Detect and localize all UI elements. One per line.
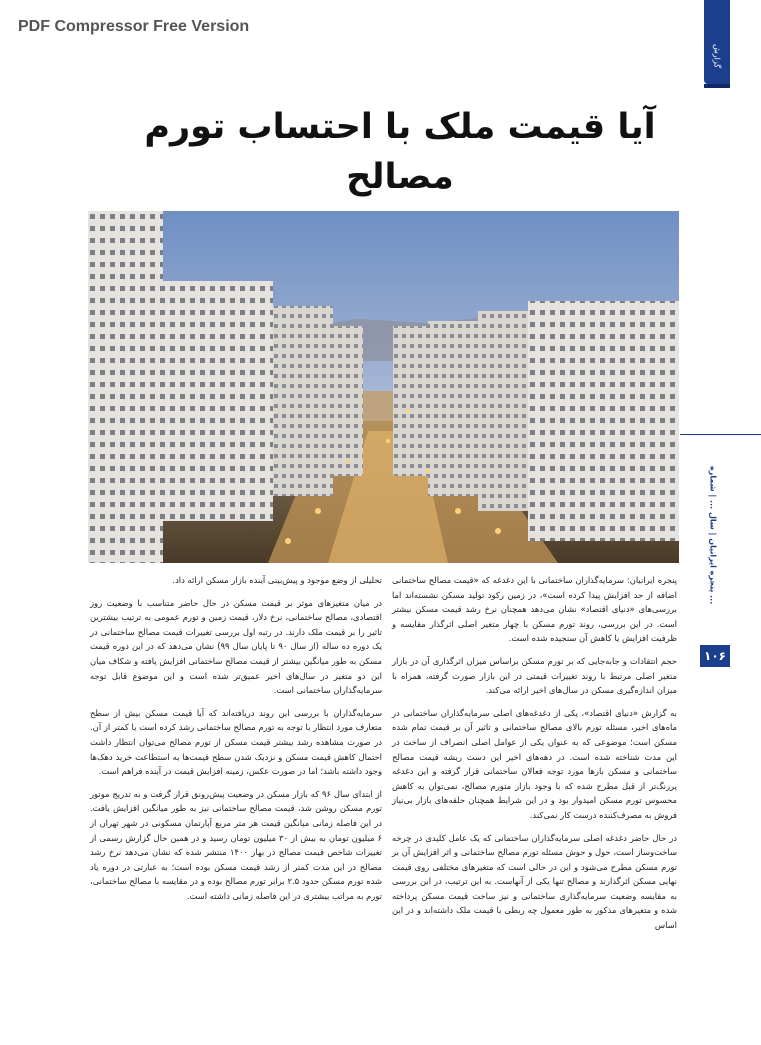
page-number: ۱۰۶ — [700, 645, 730, 667]
article-column-left — [90, 573, 382, 911]
paragraph: تحلیلی از وضع موجود و پیش‌بینی آینده بازار مسکن ارائه داد. — [172, 575, 382, 585]
section-tab-bar — [704, 84, 730, 88]
magazine-issue-label: پنجره ایرانیان | سال ... | شماره ... — [708, 465, 718, 605]
side-divider — [680, 434, 761, 435]
headline-line-1: آیا قیمت ملک با احتساب تورم مصالح — [144, 107, 656, 197]
apartment-complex-dusk-photo — [88, 211, 679, 563]
paragraph: حجم انتقادات و جابه‌جایی که بر تورم مسکن براساس میزان اثرگذاری آن در بازار متغیر اصلی مرتبط با روند تغییرات قیمتی در این بازار صورت گرفته، همراه با میزان اندازه‌گیری مسکن در سال‌های اخیر ارائه می‌کند. — [392, 655, 677, 696]
article-column-right — [392, 573, 677, 941]
paragraph: در میان متغیرهای موثر بر قیمت مسکن در حال حاضر متناسب با وضعیت روز اقتصادی، مصالح ساختمانی، نرخ دلار، قیمت زمین و تورم عمومی به ترتیب بیشترین تاثیر را بر قیمت ملک دارند. در رتبه اول بررسی تغییرات قیمت مصالح ساختمانی در یک دوره ده ساله (از سال ۹۰ تا پایان سال ۹۹) نشان می‌دهد که در این دوره قیمت مسکن به طور میانگین بیشتر از قیمت مصالح ساختمانی افزایش یافته و شکاف میان این دو متغیر در سال‌های اخیر عمیق‌تر شده است و این موضوع قابل توجه سرمایه‌گذاران ساختمانی است. — [90, 597, 382, 696]
paragraph: به گزارش «دنیای اقتصاد»، یکی از دغدغه‌های اصلی سرمایه‌گذاران ساختمانی در ماه‌های اخیر، مسئله تورم بالای مصالح ساختمانی و تاثیر آن بر قیمت تمام شده مسکن است؛ موضوعی که به عنوان یکی از عوامل اصلی انصراف از ساخت در این مدت شناخته شده است. در دهه‌های اخیر این دست ریشه قیمت مصالح ساختمانی و مسکن بارها مورد توجه فعالان ساختمانی قرار گرفته و این دغدغه پررنگ‌تر از قبل مطرح شده که با وجود بازار متورم مصالح، نمی‌توان به کاهش محسوس تورم مسکن امیدوار بود و در این شرایط همچنان حلقه‌های بازار بی‌نیاز فروش به مصرف‌کننده درست کار نمی‌کند. — [392, 707, 677, 820]
section-tab — [704, 0, 730, 84]
watermark: PDF Compressor Free Version — [18, 18, 250, 35]
paragraph: پنجره ایرانیان: سرمایه‌گذاران ساختمانی با این دغدغه که «قیمت مصالح ساختمانی اضافه از حد افزایش پیدا کرده است»، در زمین رکود تولید مسکن نشسته‌اند اما بررسی‌های «دنیای اقتصاد» نشان می‌دهد همچنان نرخ رشد قیمت مسکن بیشتر است. در این بررسی، روند تورم مسکن با چهار متغیر اصلی اثرگذار مقایسه و ظرفیت افزایش یا کاهش آن سنجیده شده است. — [392, 575, 677, 644]
paragraph: در حال حاضر دغدغه اصلی سرمایه‌گذاران ساختمانی که یک عامل کلیدی در چرخه ساخت‌وساز است، حول و حوش مسئله تورم مصالح ساختمانی و اثر افزایش آن بر تورم مسکن مطرح می‌شود و این در حالی است که متغیرهای مختلفی روی قیمت نهایی مسکن اثرگذارند و مصالح تنها یکی از آنهاست. به این ترتیب، در این بررسی به مقایسه وضعیت سرمایه‌گذاری ساختمانی و نیز ساخت قیمت مسکن پرداخته شده و متغیرهای مذکور به طور معمول چه ربطی با قیمت ملک داشته‌اند و در این اساس — [392, 832, 677, 931]
paragraph: از ابتدای سال ۹۶ که بازار مسکن در وضعیت پیش‌رونق قرار گرفت و به تدریج موتور تورم مسکن روشن شد، قیمت مصالح ساختمانی نیز به طور میانگین افزایش یافت. در این فاصله زمانی میانگین قیمت هر متر مربع آپارتمان مسکونی در شهر تهران از ۶ میلیون تومان به بیش از ۳۰ میلیون تومان رسید و در همین حال گزارش رسمی از تغییرات شاخص قیمت مصالح در بهار ۱۴۰۰ منتشر شده که نشان می‌دهد نرخ رشد مصالح در این مدت کمتر از رشد قیمت مسکن بوده است؛ به عبارتی در دوره یاد شده تورم مسکن حدود ۲.۵ برابر تورم مصالح بوده و در مقایسه با مصالح ساختمانی، تورم به مراتب بیشتری در این فاصله زمانی داشته است. — [90, 788, 382, 901]
section-tab-label: گزارش — [712, 43, 722, 69]
paragraph: سرمایه‌گذاران با بررسی این روند دریافته‌اند که آیا قیمت مسکن بیش از سطح متعارف مورد انتظار با توجه به تورم مصالح ساختمانی رشد کرده است یا کمتر از آن. در صورت مشاهده رشد بیشتر قیمت مسکن از تورم مصالح می‌توان انتظار داشت احتمال کاهش قیمت مسکن و نزدیک شدن سطح قیمت‌ها به استطاعت خرید دهک‌ها وجود داشته باشد؛ اما در صورت عکس، زمینه افزایش قیمت در آینده فراهم است. — [90, 707, 382, 777]
